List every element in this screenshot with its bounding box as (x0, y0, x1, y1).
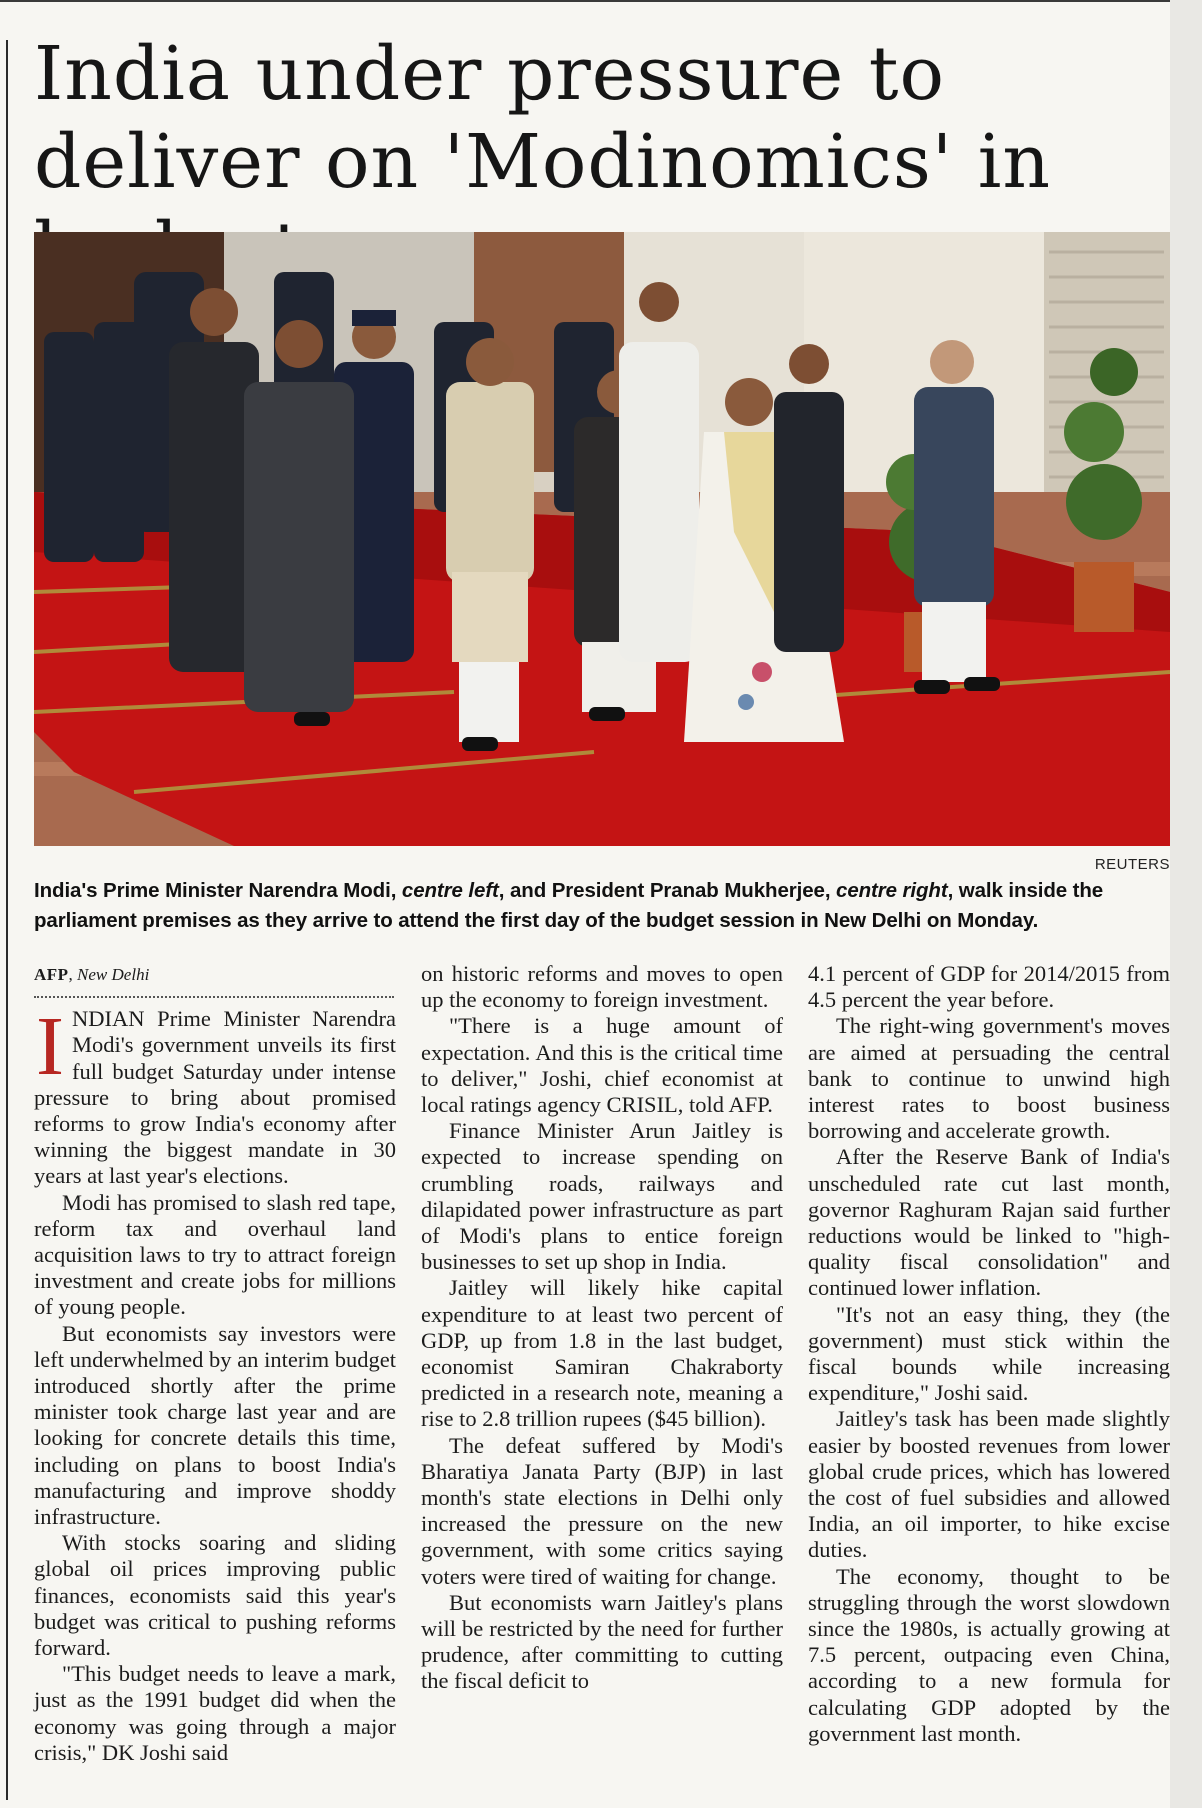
paragraph: The right-wing government's moves are aimed at persuading the central bank to continue to unwind high interest rates to boost business borrowing and accelerate growth. (808, 1013, 1170, 1144)
paragraph: Jaitley's task has been made slightly easier by boosted revenues from lower global crude prices, which has lowered the cost of fuel subsidies and allowed India, an oil importer, to hike excise duties. (808, 1406, 1170, 1563)
paragraph: "This budget needs to leave a mark, just as the 1991 budget did when the economy was going through a major crisis," DK Joshi said (34, 1661, 396, 1765)
caption-text: , and President Pranab Mukherjee, (498, 879, 837, 902)
paragraph: After the Reserve Bank of India's unscheduled rate cut last month, governor Raghuram Rajan said further reductions would be linked to "high-quality fiscal consolidation" and continued lower inflation. (808, 1144, 1170, 1301)
news-photo (34, 232, 1170, 846)
news-photo-illustration (34, 232, 1170, 846)
article-column-2 (421, 961, 783, 1695)
page-margin (1170, 0, 1202, 1808)
paragraph: With stocks soaring and sliding global oil prices improving public finances, economists said this year's budget was critical to pushing reforms forward. (34, 1530, 396, 1661)
paragraph: Jaitley will likely hike capital expenditure to at least two percent of GDP, up from 1.8 in the last budget, economist Samiran Chakraborty predicted in a research note, meaning a rise to 2.8 trillion rupees ($45 billion). (421, 1275, 783, 1432)
photo-credit: REUTERS (1094, 856, 1170, 873)
paragraph: But economists say investors were left underwhelmed by an interim budget introduced shortly after the prime minister took charge last year and are looking for concrete details this time, including on plans to boost India's manufacturing and improve shoddy infrastructure. (34, 1320, 396, 1530)
caption-text: , walk inside the parliament premises as they arrive to attend the first day of the budget session in New Delhi on Monday. (34, 879, 1104, 932)
drop-cap: I (36, 1000, 64, 1094)
article-headline: India under pressure to deliver on 'Modinomics' in (34, 31, 1052, 205)
byline: AFP, New Delhi (34, 965, 150, 984)
paragraph: Modi has promised to slash red tape, reform tax and overhaul land acquisition laws to try to attract foreign investment and create jobs for millions of young people. (34, 1189, 396, 1320)
photo-caption (34, 876, 1170, 936)
article-column-1 (34, 960, 396, 1766)
byline-divider (34, 996, 394, 998)
paragraph: Finance Minister Arun Jaitley is expected to increase spending on crumbling roads, railways and dilapidated power infrastructure as part of Modi's plans to entice foreign businesses to set up shop in India. (421, 1118, 783, 1275)
byline-agency: AFP (34, 965, 69, 984)
paragraph-text: NDIAN Prime Minister Narendra Modi's government unveils its first full budget Saturday under intense pressure to bring about promised reforms to grow India's economy after winning the biggest mandate in 30 years at last year's elections. (34, 1006, 396, 1189)
caption-emphasis: centre right (836, 879, 948, 902)
byline-place: New Delhi (77, 965, 150, 984)
caption-emphasis: centre left (401, 879, 499, 902)
paragraph: The defeat suffered by Modi's Bharatiya Janata Party (BJP) in last month's state elections in Delhi only increased the pressure on the new government, with some critics saying voters were tired of waiting for change. (421, 1432, 783, 1589)
article-column-3 (808, 961, 1170, 1747)
top-rule (0, 0, 1170, 2)
paragraph: 4.1 percent of GDP for 2014/2015 from 4.5 percent the year before. (808, 961, 1170, 1013)
paragraph (34, 1000, 396, 1189)
paragraph: But economists warn Jaitley's plans will be restricted by the need for further prudence, after committing to cutting the fiscal deficit to (421, 1589, 783, 1694)
paragraph: The economy, thought to be struggling through the worst slowdown since the 1980s, is actually growing at 7.5 percent, outpacing even China, according to a new formula for calculating GDP adopted by the government last month. (808, 1563, 1170, 1746)
paragraph: "It's not an easy thing, they (the government) must stick within the fiscal bounds while increasing expenditure," Joshi said. (808, 1301, 1170, 1406)
caption-text: India's Prime Minister Narendra Modi, (34, 879, 402, 902)
paragraph: on historic reforms and moves to open up the economy to foreign investment. (421, 961, 783, 1013)
left-column-rule (6, 40, 8, 1800)
paragraph: "There is a huge amount of expectation. And this is the critical time to deliver," Joshi, chief economist at local ratings agency CRISIL, told AFP. (421, 1013, 783, 1118)
